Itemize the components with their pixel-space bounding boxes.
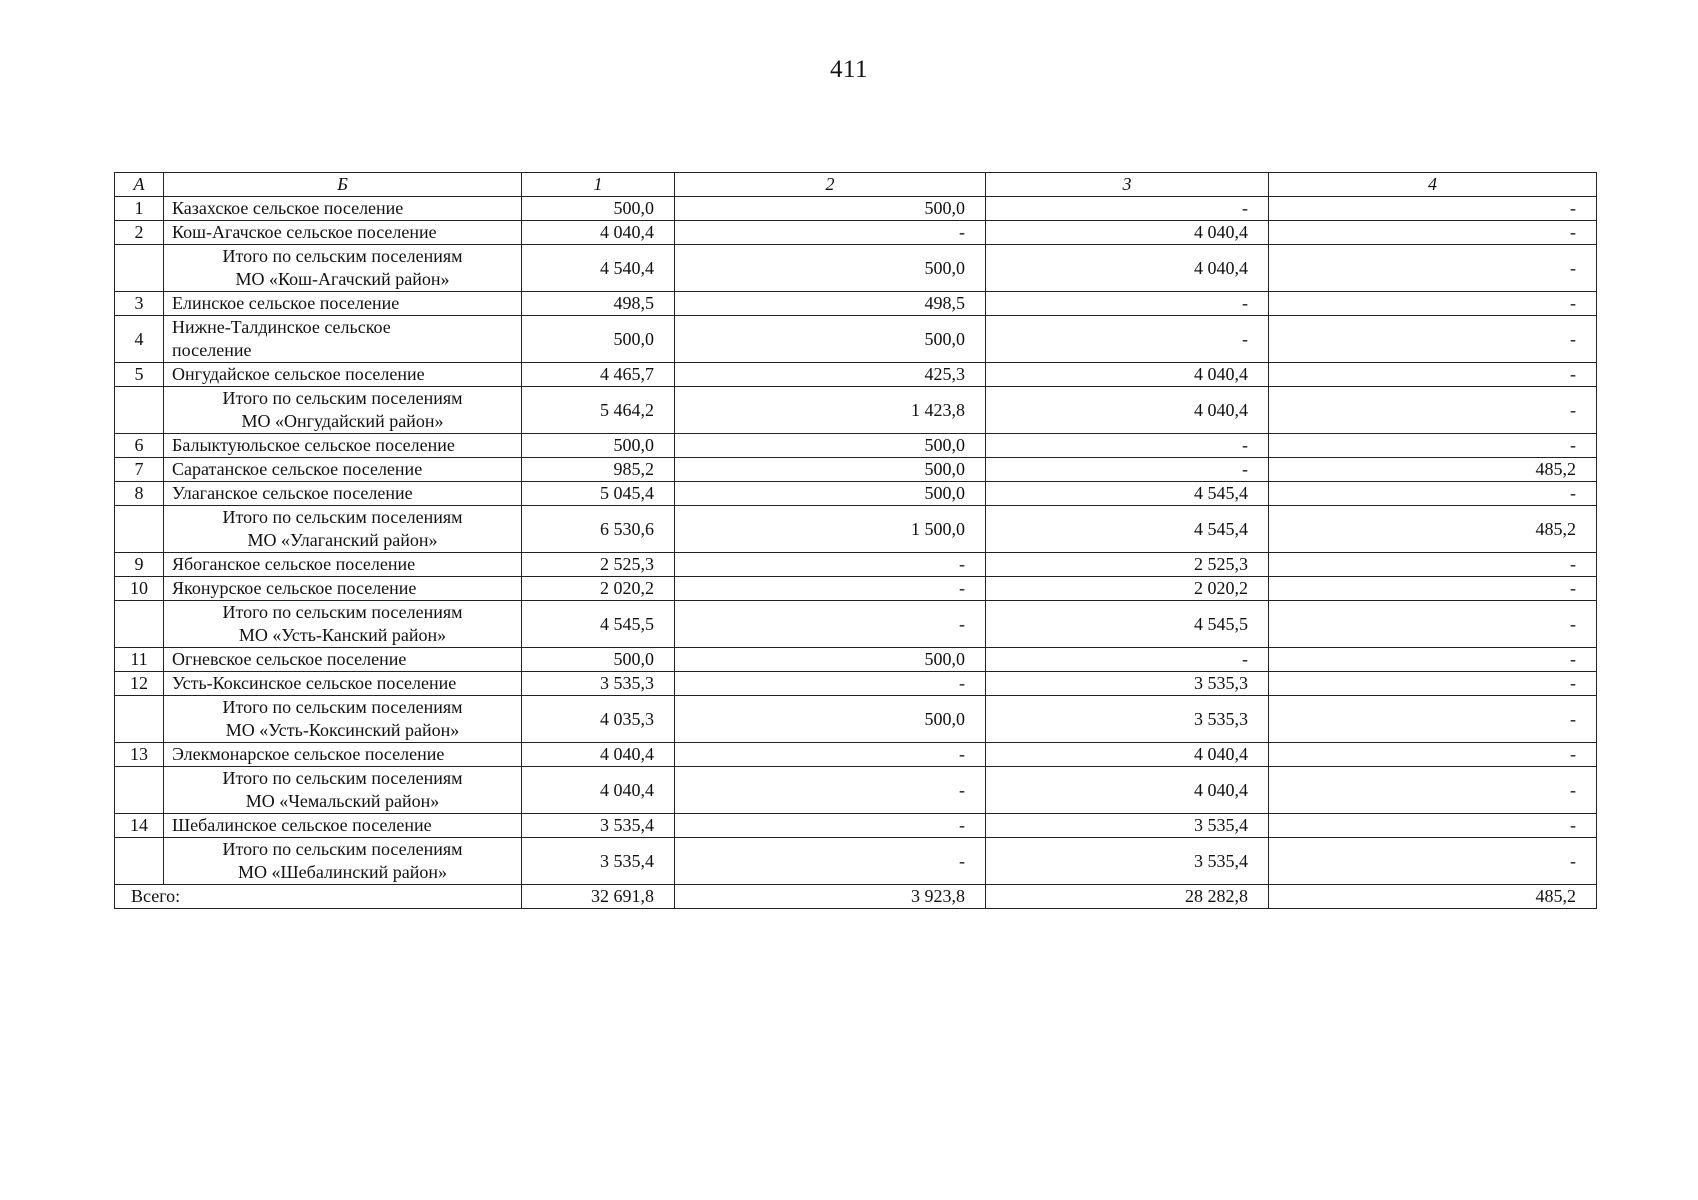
value-col-3: 4 040,4 — [986, 387, 1269, 434]
settlement-name-line: Итого по сельским поселениям — [222, 839, 463, 859]
table-row — [115, 197, 1597, 221]
value-col-2: - — [675, 577, 986, 601]
settlement-name — [164, 814, 522, 838]
table-row — [115, 743, 1597, 767]
settlement-name — [164, 245, 522, 292]
value-col-1: 4 545,5 — [522, 601, 675, 648]
value-col-2: 500,0 — [675, 458, 986, 482]
value-col-1: 500,0 — [522, 316, 675, 363]
row-number — [115, 767, 164, 814]
row-number: 6 — [115, 434, 164, 458]
value-col-4: - — [1269, 601, 1597, 648]
row-number — [115, 838, 164, 885]
value-col-4: - — [1269, 197, 1597, 221]
value-col-1: 5 464,2 — [522, 387, 675, 434]
total-col-3: 28 282,8 — [986, 885, 1269, 909]
value-col-2: - — [675, 672, 986, 696]
value-col-4: - — [1269, 553, 1597, 577]
settlement-name — [164, 506, 522, 553]
settlement-name — [164, 363, 522, 387]
settlement-name — [164, 672, 522, 696]
value-col-2: 500,0 — [675, 648, 986, 672]
value-col-2: - — [675, 767, 986, 814]
value-col-2: - — [675, 553, 986, 577]
value-col-1: 4 040,4 — [522, 767, 675, 814]
value-col-4: - — [1269, 434, 1597, 458]
settlement-name — [164, 743, 522, 767]
settlement-name — [164, 553, 522, 577]
settlement-name-line: МО «Кош-Агачский район» — [235, 269, 450, 289]
value-col-1: 500,0 — [522, 197, 675, 221]
table-row — [115, 221, 1597, 245]
settlement-name-line: МО «Улаганский район» — [247, 530, 438, 550]
value-col-2: 1 500,0 — [675, 506, 986, 553]
settlement-name — [164, 648, 522, 672]
row-number: 11 — [115, 648, 164, 672]
value-col-4: - — [1269, 696, 1597, 743]
value-col-2: - — [675, 743, 986, 767]
settlement-name-line: Саратанское сельское поселение — [172, 459, 423, 479]
value-col-4: - — [1269, 648, 1597, 672]
settlement-name — [164, 577, 522, 601]
table-row — [115, 577, 1597, 601]
value-col-2: - — [675, 814, 986, 838]
settlement-name-line: Онгудайское сельское поселение — [172, 364, 425, 384]
table-row — [115, 672, 1597, 696]
header-col-3: 3 — [986, 173, 1269, 197]
value-col-4: - — [1269, 363, 1597, 387]
value-col-2: 425,3 — [675, 363, 986, 387]
table-row — [115, 814, 1597, 838]
value-col-3: 3 535,3 — [986, 672, 1269, 696]
row-number — [115, 696, 164, 743]
row-number: 12 — [115, 672, 164, 696]
value-col-4: 485,2 — [1269, 506, 1597, 553]
settlement-name — [164, 292, 522, 316]
value-col-3: 4 040,4 — [986, 363, 1269, 387]
value-col-3: 2 525,3 — [986, 553, 1269, 577]
row-number: 14 — [115, 814, 164, 838]
value-col-1: 2 020,2 — [522, 577, 675, 601]
value-col-3: 4 040,4 — [986, 767, 1269, 814]
settlement-name-line: Нижне-Талдинское сельское — [172, 317, 391, 337]
value-col-3: - — [986, 648, 1269, 672]
value-col-4: - — [1269, 672, 1597, 696]
value-col-4: - — [1269, 221, 1597, 245]
table-row — [115, 363, 1597, 387]
value-col-4: - — [1269, 743, 1597, 767]
total-label: Всего: — [115, 885, 522, 909]
value-col-3: - — [986, 434, 1269, 458]
value-col-4: - — [1269, 577, 1597, 601]
table-row — [115, 482, 1597, 506]
table-row — [115, 434, 1597, 458]
settlement-name — [164, 696, 522, 743]
value-col-3: - — [986, 292, 1269, 316]
value-col-2: 498,5 — [675, 292, 986, 316]
value-col-1: 985,2 — [522, 458, 675, 482]
subtotal-row — [115, 387, 1597, 434]
settlement-name-line: Елинское сельское поселение — [172, 293, 400, 313]
table-row — [115, 458, 1597, 482]
value-col-4: - — [1269, 245, 1597, 292]
value-col-1: 4 040,4 — [522, 221, 675, 245]
settlement-name-line: Кош-Агачское сельское поселение — [172, 222, 437, 242]
value-col-4: - — [1269, 316, 1597, 363]
table-header-row — [115, 173, 1597, 197]
settlement-name-line: МО «Чемальский район» — [245, 791, 440, 811]
settlement-name — [164, 458, 522, 482]
value-col-4: - — [1269, 387, 1597, 434]
settlement-name — [164, 387, 522, 434]
value-col-2: 500,0 — [675, 482, 986, 506]
settlement-name-line: Итого по сельским поселениям — [222, 697, 463, 717]
value-col-1: 498,5 — [522, 292, 675, 316]
budget-table — [114, 172, 1597, 909]
row-number: 5 — [115, 363, 164, 387]
total-col-1: 32 691,8 — [522, 885, 675, 909]
value-col-3: - — [986, 458, 1269, 482]
header-col-b: Б — [164, 173, 522, 197]
value-col-2: 500,0 — [675, 316, 986, 363]
table-row — [115, 292, 1597, 316]
value-col-4: - — [1269, 814, 1597, 838]
value-col-1: 2 525,3 — [522, 553, 675, 577]
settlement-name — [164, 767, 522, 814]
settlement-name-line: Балыктуюльское сельское поселение — [172, 435, 455, 455]
total-col-2: 3 923,8 — [675, 885, 986, 909]
row-number — [115, 245, 164, 292]
value-col-1: 4 465,7 — [522, 363, 675, 387]
settlement-name — [164, 434, 522, 458]
settlement-name-line: Казахское сельское поселение — [172, 198, 404, 218]
row-number: 7 — [115, 458, 164, 482]
settlement-name-line: Яконурское сельское поселение — [172, 578, 417, 598]
settlement-name — [164, 838, 522, 885]
total-row — [115, 885, 1597, 909]
settlement-name-line: МО «Шебалинский район» — [238, 862, 447, 882]
subtotal-row — [115, 767, 1597, 814]
value-col-3: 4 545,4 — [986, 506, 1269, 553]
value-col-1: 3 535,4 — [522, 838, 675, 885]
table-body — [115, 197, 1597, 885]
settlement-name-line: МО «Усть-Канский район» — [238, 625, 447, 645]
value-col-3: 2 020,2 — [986, 577, 1269, 601]
settlement-name-line: Итого по сельским поселениям — [222, 507, 463, 527]
value-col-2: - — [675, 221, 986, 245]
settlement-name — [164, 482, 522, 506]
value-col-2: 500,0 — [675, 434, 986, 458]
value-col-4: - — [1269, 838, 1597, 885]
page-number: 411 — [829, 56, 869, 83]
value-col-2: 500,0 — [675, 245, 986, 292]
settlement-name-line: поселение — [172, 340, 252, 360]
settlement-name — [164, 316, 522, 363]
settlement-name-line: Ябоганское сельское поселение — [172, 554, 416, 574]
value-col-1: 500,0 — [522, 648, 675, 672]
value-col-3: - — [986, 197, 1269, 221]
value-col-1: 3 535,4 — [522, 814, 675, 838]
value-col-4: 485,2 — [1269, 458, 1597, 482]
settlement-name-line: Итого по сельским поселениям — [222, 388, 463, 408]
value-col-3: 4 040,4 — [986, 245, 1269, 292]
value-col-3: 4 040,4 — [986, 743, 1269, 767]
row-number: 2 — [115, 221, 164, 245]
row-number — [115, 506, 164, 553]
table-row — [115, 648, 1597, 672]
settlement-name-line: Итого по сельским поселениям — [222, 768, 463, 788]
value-col-3: 3 535,3 — [986, 696, 1269, 743]
value-col-1: 4 540,4 — [522, 245, 675, 292]
header-col-1: 1 — [522, 173, 675, 197]
value-col-1: 5 045,4 — [522, 482, 675, 506]
settlement-name — [164, 197, 522, 221]
row-number: 3 — [115, 292, 164, 316]
settlement-name — [164, 221, 522, 245]
value-col-2: 500,0 — [675, 696, 986, 743]
settlement-name-line: МО «Онгудайский район» — [241, 411, 444, 431]
table-row — [115, 553, 1597, 577]
value-col-1: 6 530,6 — [522, 506, 675, 553]
row-number — [115, 387, 164, 434]
subtotal-row — [115, 601, 1597, 648]
row-number: 8 — [115, 482, 164, 506]
total-col-4: 485,2 — [1269, 885, 1597, 909]
value-col-3: 3 535,4 — [986, 838, 1269, 885]
subtotal-row — [115, 696, 1597, 743]
row-number: 13 — [115, 743, 164, 767]
value-col-3: 4 545,4 — [986, 482, 1269, 506]
header-col-2: 2 — [675, 173, 986, 197]
settlement-name-line: МО «Усть-Коксинский район» — [225, 720, 460, 740]
value-col-1: 3 535,3 — [522, 672, 675, 696]
header-col-4: 4 — [1269, 173, 1597, 197]
settlement-name-line: Элекмонарское сельское поселение — [172, 744, 445, 764]
value-col-3: 3 535,4 — [986, 814, 1269, 838]
subtotal-row — [115, 838, 1597, 885]
row-number: 10 — [115, 577, 164, 601]
settlement-name-line: Усть-Коксинское сельское поселение — [172, 673, 457, 693]
value-col-2: 1 423,8 — [675, 387, 986, 434]
subtotal-row — [115, 245, 1597, 292]
header-col-a: А — [115, 173, 164, 197]
value-col-3: - — [986, 316, 1269, 363]
settlement-name — [164, 601, 522, 648]
settlement-name-line: Улаганское сельское поселение — [172, 483, 413, 503]
value-col-1: 500,0 — [522, 434, 675, 458]
row-number — [115, 601, 164, 648]
settlement-name-line: Итого по сельским поселениям — [222, 246, 463, 266]
row-number: 4 — [115, 316, 164, 363]
settlement-name-line: Итого по сельским поселениям — [222, 602, 463, 622]
settlement-name-line: Огневское сельское поселение — [172, 649, 407, 669]
value-col-4: - — [1269, 292, 1597, 316]
row-number: 9 — [115, 553, 164, 577]
value-col-2: - — [675, 601, 986, 648]
value-col-1: 4 035,3 — [522, 696, 675, 743]
value-col-3: 4 040,4 — [986, 221, 1269, 245]
value-col-4: - — [1269, 482, 1597, 506]
value-col-4: - — [1269, 767, 1597, 814]
row-number: 1 — [115, 197, 164, 221]
value-col-2: - — [675, 838, 986, 885]
table-row — [115, 316, 1597, 363]
value-col-2: 500,0 — [675, 197, 986, 221]
settlement-name-line: Шебалинское сельское поселение — [172, 815, 432, 835]
value-col-1: 4 040,4 — [522, 743, 675, 767]
value-col-3: 4 545,5 — [986, 601, 1269, 648]
subtotal-row — [115, 506, 1597, 553]
